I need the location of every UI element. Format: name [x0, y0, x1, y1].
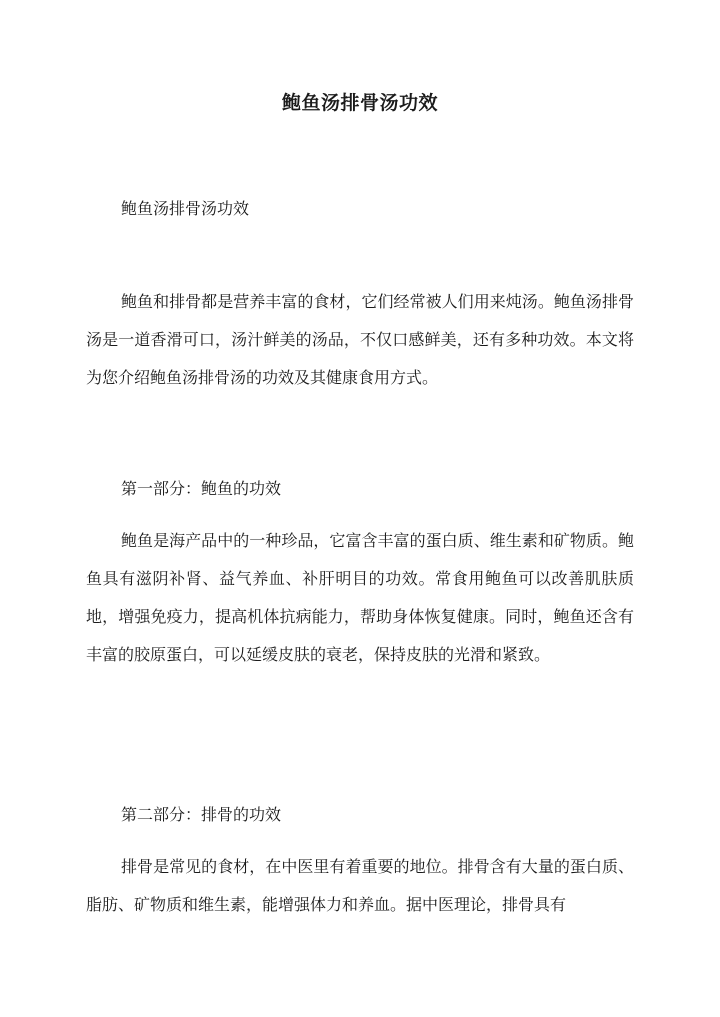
document-subtitle: 鲍鱼汤排骨汤功效 [121, 199, 250, 218]
section-body-ribs: 排骨是常见的食材，在中医里有着重要的地位。排骨含有大量的蛋白质、脂肪、矿物质和维生素，能增强体力和养血。据中医理论，排骨具有 [86, 857, 634, 914]
section-body-abalone: 鲍鱼是海产品中的一种珍品，它富含丰富的蛋白质、维生素和矿物质。鲍鱼具有滋阴补肾、益气养血、补肝明目的功效。常食用鲍鱼可以改善肌肤质地，增强免疫力，提高机体抗病能力，帮助身体恢复健康。同时，鲍鱼还含有丰富的胶原蛋白，可以延缓皮肤的衰老，保持皮肤的光滑和紧致。 [86, 531, 634, 664]
section-heading-abalone: 第一部分：鲍鱼的功效 [121, 479, 282, 498]
section-heading-ribs: 第二部分：排骨的功效 [121, 805, 282, 824]
document-title: 鲍鱼汤排骨汤功效 [281, 92, 438, 114]
intro-paragraph: 鲍鱼和排骨都是营养丰富的食材，它们经常被人们用来炖汤。鲍鱼汤排骨汤是一道香滑可口，汤汁鲜美的汤品，不仅口感鲜美，还有多种功效。本文将为您介绍鲍鱼汤排骨汤的功效及其健康食用方式。 [86, 292, 634, 387]
